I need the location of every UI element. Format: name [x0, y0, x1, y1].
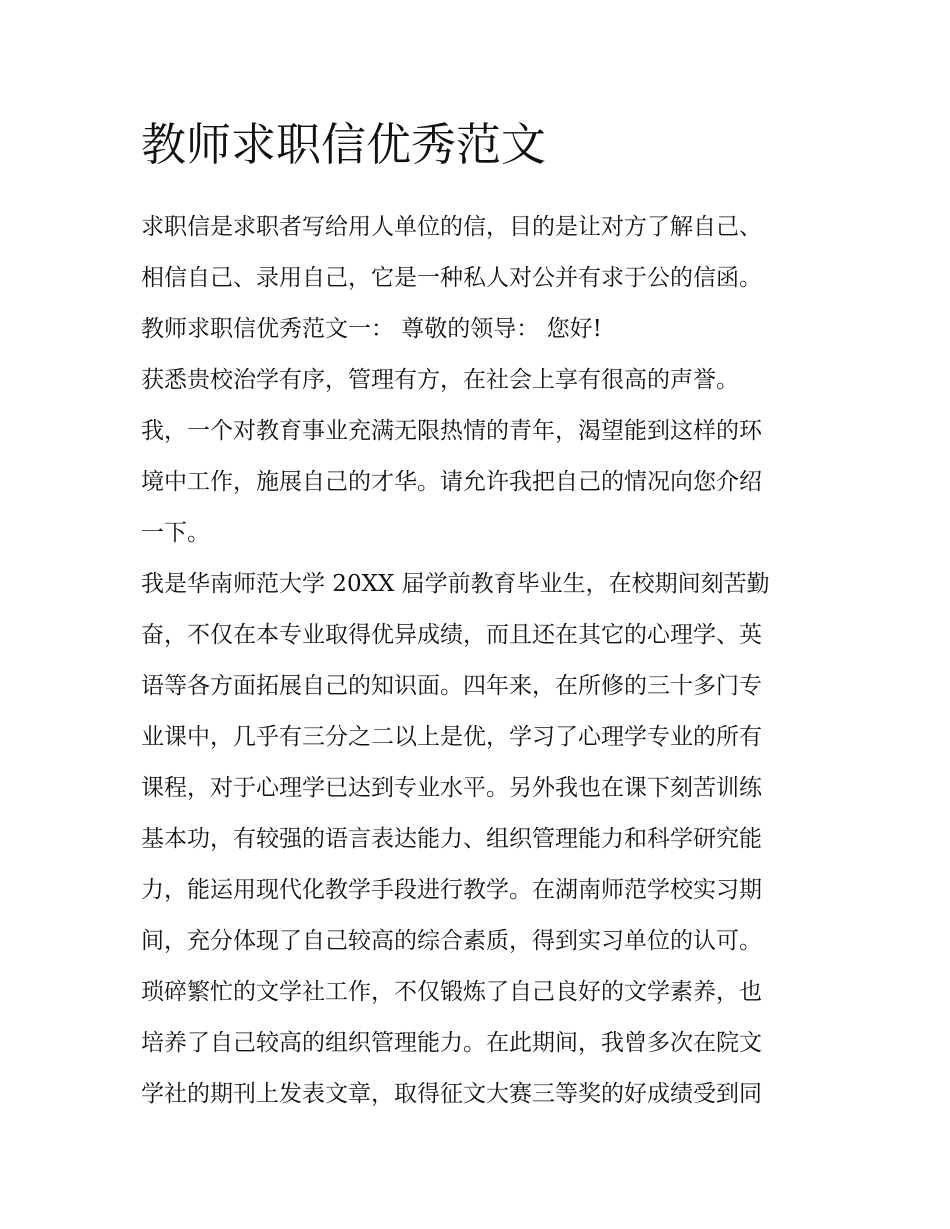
text-line: 相信自己、录用自己，它是一种私人对公并有求于公的信函。	[141, 265, 762, 291]
document-body	[141, 202, 821, 1120]
text-line: 一下。	[141, 520, 210, 546]
text-line: 我是华南师范大学 20XX 届学前教育毕业生，在校期间刻苦勤	[141, 571, 770, 597]
text-line: 语等各方面拓展自己的知识面。四年来，在所修的三十多门专	[141, 673, 762, 699]
text-line: 琐碎繁忙的文学社工作，不仅锻炼了自己良好的文学素养，也	[141, 979, 762, 1005]
text-line: 获悉贵校治学有序，管理有方，在社会上享有很高的声誉。	[141, 367, 739, 393]
document-title: 教师求职信优秀范文	[141, 118, 547, 171]
text-line: 基本功，有较强的语言表达能力、组织管理能力和科学研究能	[141, 826, 762, 852]
text-line: 课程，对于心理学已达到专业水平。另外我也在课下刻苦训练	[141, 775, 762, 801]
text-line: 求职信是求职者写给用人单位的信，目的是让对方了解自己、	[141, 214, 762, 240]
text-line: 业课中，几乎有三分之二以上是优，学习了心理学专业的所有	[141, 724, 762, 750]
text-line: 力，能运用现代化教学手段进行教学。在湖南师范学校实习期	[141, 877, 762, 903]
text-line: 我，一个对教育事业充满无限热情的青年，渴望能到这样的环	[141, 418, 762, 444]
text-line: 培养了自己较高的组织管理能力。在此期间，我曾多次在院文	[141, 1030, 762, 1056]
text-line: 学社的期刊上发表文章，取得征文大赛三等奖的好成绩受到同	[141, 1081, 762, 1107]
text-line: 教师求职信优秀范文一： 尊敬的领导： 您好!	[141, 316, 602, 342]
text-line: 奋，不仅在本专业取得优异成绩，而且还在其它的心理学、英	[141, 622, 762, 648]
text-line: 间，充分体现了自己较高的综合素质，得到实习单位的认可。	[141, 928, 762, 954]
text-line: 境中工作，施展自己的才华。请允许我把自己的情况向您介绍	[141, 469, 762, 495]
